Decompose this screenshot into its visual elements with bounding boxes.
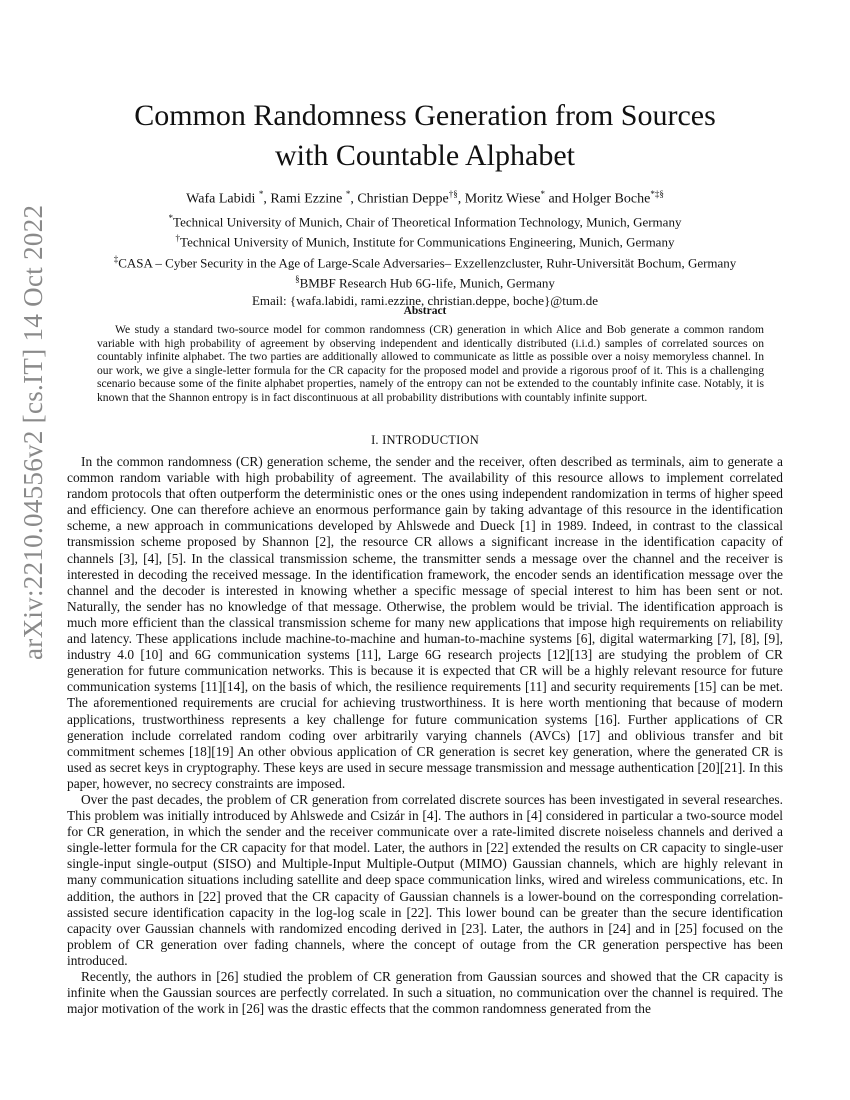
intro-body — [67, 454, 783, 1017]
author-mark: * — [258, 189, 264, 199]
affiliation-mark: * — [168, 212, 174, 223]
title-line-2: with Countable Alphabet — [275, 139, 575, 172]
affiliation — [60, 230, 790, 251]
arxiv-stamp: arXiv:2210.04556v2 [cs.IT] 14 Oct 2022 — [18, 204, 48, 660]
paragraph: Over the past decades, the problem of CR generation from correlated discrete sources has been investigated in several researches. This problem was initially introduced by Ahlswede and Csizár in [4]. The authors in [4] considered in particular a two-source model for CR generation, in which the sender and the receiver communicate over a rate-limited discrete noiseless channels and derived a single-letter formula for the CR capacity for that model. Later, the authors in [22] extended the results on CR capacity to single-user single-input single-output (SISO) and Multiple-Input Multiple-Output (MIMO) Gaussian channels, which are highly relevant in many communication situations including satellite and deep space communication links, wired and wireless communications, etc. In addition, the authors in [22] proved that the CR capacity of Gaussian channels is a lower-bound on the corresponding correlation-assisted secure identification capacity in the log-log scale in [22]. This lower bound can be greater than the secure identification capacity over Gaussian channels with randomized encoding derived in [23]. Later, the authors in [24] and in [25] focused on the problem of CR generation over fading channels, where the concept of outage from the CR generation perspective has been introduced. — [67, 791, 783, 968]
affiliation — [60, 210, 790, 231]
author-mark: *‡§ — [650, 189, 664, 199]
affiliation-mark: † — [175, 233, 181, 244]
affiliation-mark: ‡ — [113, 253, 119, 264]
title-line-1: Common Randomness Generation from Sources — [134, 99, 716, 132]
abstract-heading: Abstract — [403, 305, 447, 317]
paragraph: In the common randomness (CR) generation scheme, the sender and the receiver, often described as terminals, aim to generate a common random variable with high probability of agreement. The availability of this resource allows to implement correlated random protocols that often outperform the deterministic ones or the ones using independent randomization in terms of higher speed and efficiency. One can therefore achieve an enormous performance gain by taking advantage of this resource in the identification scheme, a new approach in communications developed by Ahlswede and Dueck [1] in 1989. Indeed, in contrast to the classical transmission scheme proposed by Shannon [2], the resource CR allows a significant increase in the identification capacity of channels [3], [4], [5]. In the classical transmission scheme, the transmitter sends a message over the channel and the receiver is interested in decoding the received message. In the identification framework, the encoder sends an identification message over the channel and the decoder is interested in knowing whether a specific message of special interest to him has been sent or not. Naturally, the sender has no knowledge of that message. Otherwise, the problem would be trivial. The identification approach is much more efficient than the classical transmission scheme for many new applications that impose high requirements on reliability and latency. These applications include machine-to-machine and human-to-machine systems [6], digital watermarking [7], [8], [9], industry 4.0 [10] and 6G communication systems [11], Large 6G research projects [12][13] are studying the problem of CR generation for future communication networks. This is because it is expected that CR will be a highly relevant resource for future communication systems [11][14], on the basis of which, the resilience requirements [11] and security requirements [15] can be met. The aforementioned requirements are crucial for achieving trustworthiness. It is here worth mentioning that because of modern applications, trustworthiness represents a key challenge for future communication systems [16]. Further applications of CR generation include correlated random coding over arbitrarily varying channels (AVCs) [17] and oblivious transfer and bit commitment schemes [18][19] An other obvious application of CR generation is secret key generation, where the generated CR is used as secret keys in cryptography. These keys are used in secure message transmission and message authentication [20][21]. In this paper, however, no secrecy constraints are imposed. — [67, 454, 783, 791]
email-line: Email: {wafa.labidi, rami.ezzine, christian.deppe, boche}@tum.de — [251, 292, 599, 308]
affiliation-text: Technical University of Munich, Chair of Theoretical Information Technology, Munich, Germany — [173, 214, 682, 230]
author-name: Wafa Labidi — [186, 191, 259, 207]
affiliation — [60, 271, 790, 292]
affiliation — [60, 251, 790, 272]
abstract-text: We study a standard two-source model for common randomness (CR) generation in which Alice and Bob generate a common random variable with high probability of agreement by observing independent and identically distributed (i.i.d.) samples of correlated sources on countably infinite alphabet. The two parties are additionally allowed to communicate as little as possible over a noisy memoryless channel. In our work, we give a single-letter formula for the CR capacity for the proposed model and provide a rigorous proof of it. This is a challenging scenario because some of the finite alphabet properties, namely of the entropy can not be extended to the countably infinite case. Notably, it is known that the Shannon entropy is in fact discontinuous at all probability distributions with countably infinite support. — [97, 323, 764, 404]
section-title: INTRODUCTION — [382, 433, 479, 447]
author-mark: * — [540, 189, 545, 199]
affiliation-text: CASA – Cyber Security in the Age of Large-Scale Adversaries– Exzellenzcluster, Ruhr-Universität Bochum, Germany — [118, 255, 737, 271]
author-list — [60, 186, 790, 208]
author-name: , Rami Ezzine — [263, 191, 346, 207]
section-number: I. — [371, 433, 379, 447]
author-name: and Holger Boche — [544, 191, 651, 207]
affiliation-text: Technical University of Munich, Institute for Communications Engineering, Munich, Germany — [180, 234, 675, 250]
author-name: , Christian Deppe — [350, 191, 449, 207]
section-heading — [60, 433, 790, 448]
affiliation-text: BMBF Research Hub 6G-life, Munich, Germany — [299, 275, 555, 291]
paper-title — [60, 96, 790, 176]
paragraph: Recently, the authors in [26] studied the problem of CR generation from Gaussian sources and showed that the CR capacity is infinite when the Gaussian sources are perfectly correlated. In such a situation, no communication over the channel is required. The major motivation of the work in [26] was the drastic effects that the common randomness generated from the — [67, 969, 783, 1017]
author-mark: * — [345, 189, 351, 199]
author-block — [60, 186, 790, 309]
affiliation-mark: § — [295, 274, 300, 285]
author-mark: †§ — [448, 189, 458, 199]
author-name: , Moritz Wiese — [457, 191, 541, 207]
